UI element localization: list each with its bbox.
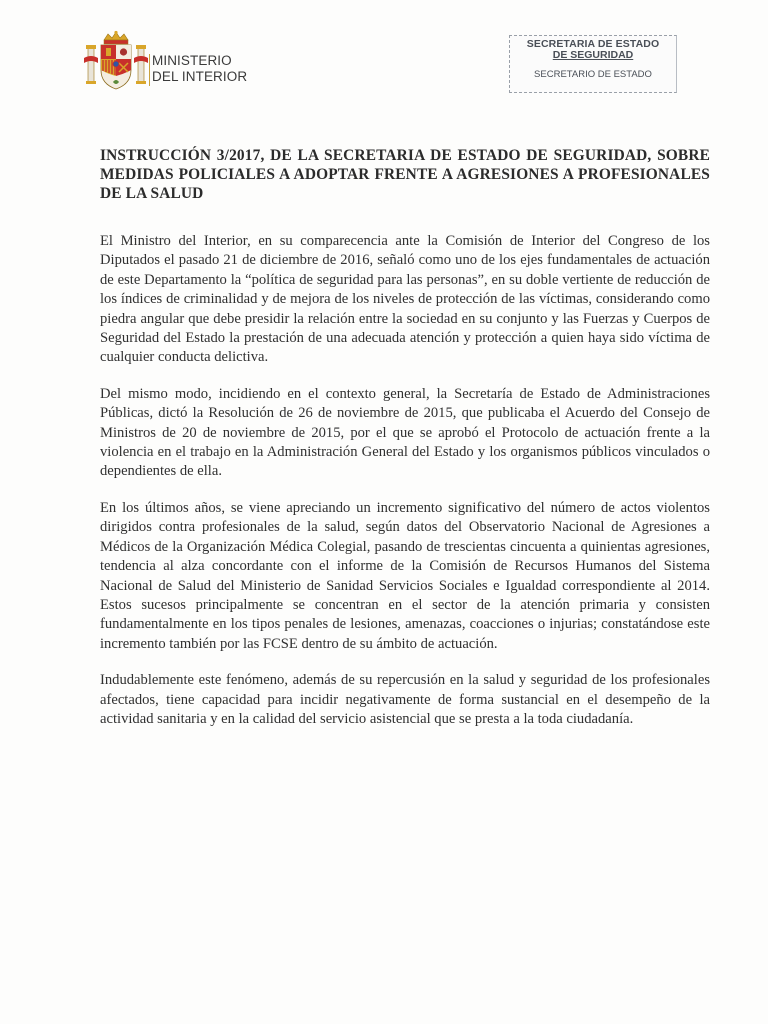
ministry-logo — [82, 30, 248, 92]
ministry-gold-rule — [149, 54, 150, 86]
paragraph-3: En los últimos años, se viene apreciando un incremento significativo del número de actos violentos dirigidos contra profesionales de la salud, según datos del Observatorio Nacional de Agresiones a Médicos de la Organización Médica Colegial, pasando de trescientas cincuenta a quinientas agresiones, tendencia al alza concordante con el informe de la Comisión de Recursos Humanos del Sistema Nacional de Salud del Ministerio de Sanidad Servicios Sociales e Igualdad correspondiente al 2014. Estos sucesos principalmente se concentran en el sector de la atención primaria y consisten fundamentalmente en los tipos penales de lesiones, amenazas, coacciones o injurias; constatándose este incremento también por las FCSE dentro de su ámbito de actuación. — [100, 499, 710, 652]
paragraph-4: Indudablemente este fenómeno, además de su repercusión en la salud y seguridad de los profesionales afectados, tiene capacidad para incidir negativamente de forma sustancial en el desempeño de la actividad sanitaria y en la calidad del servicio asistencial que se presta a la toda ciudadanía. — [100, 672, 710, 727]
ministry-name — [152, 53, 247, 85]
stamp-line-1: SECRETARIA DE ESTADO — [526, 38, 660, 50]
spain-coat-of-arms-icon — [82, 30, 150, 92]
ministry-line-2: DEL INTERIOR — [152, 69, 248, 84]
paragraph-2: Del mismo modo, incidiendo en el contexto general, la Secretaría de Estado de Administraciones Públicas, dictó la Resolución de 26 de noviembre de 2015, que publicaba el Acuerdo del Consejo de Ministros de 20 de noviembre de 2015, por el que se aprobó el Protocolo de actuación frente a la violencia en el trabajo en la Administración General del Estado y los organismos públicos vinculados o dependientes de ella. — [100, 385, 710, 480]
ministry-line-1: MINISTERIO — [152, 53, 232, 68]
document-body — [100, 232, 710, 745]
stamp-line-3: SECRETARIO DE ESTADO — [534, 69, 652, 80]
document-title: INSTRUCCIÓN 3/2017, DE LA SECRETARIA DE ESTADO DE SEGURIDAD, SOBRE MEDIDAS POLICIALES A ADOPTAR FRENTE A AGRESIONES A PROFESIONALES DE LA SALUD — [100, 147, 710, 202]
office-stamp — [509, 35, 677, 93]
stamp-line-2: DE SEGURIDAD — [552, 49, 634, 61]
paragraph-1: El Ministro del Interior, en su comparecencia ante la Comisión de Interior del Congreso de los Diputados el pasado 21 de diciembre de 2016, señaló como uno de los ejes fundamentales de actuación de este Departamento la “política de seguridad para las personas”, en su doble vertiente de reducción de los índices de criminalidad y de mejora de los niveles de protección de las víctimas, considerando como piedra angular que debe presidir la relación entre la sociedad en su conjunto y las Fuerzas y Cuerpos de Seguridad del Estado la prestación de una adecuada atención y protección a quien haya sido víctima de cualquier conducta delictiva. — [100, 233, 710, 366]
